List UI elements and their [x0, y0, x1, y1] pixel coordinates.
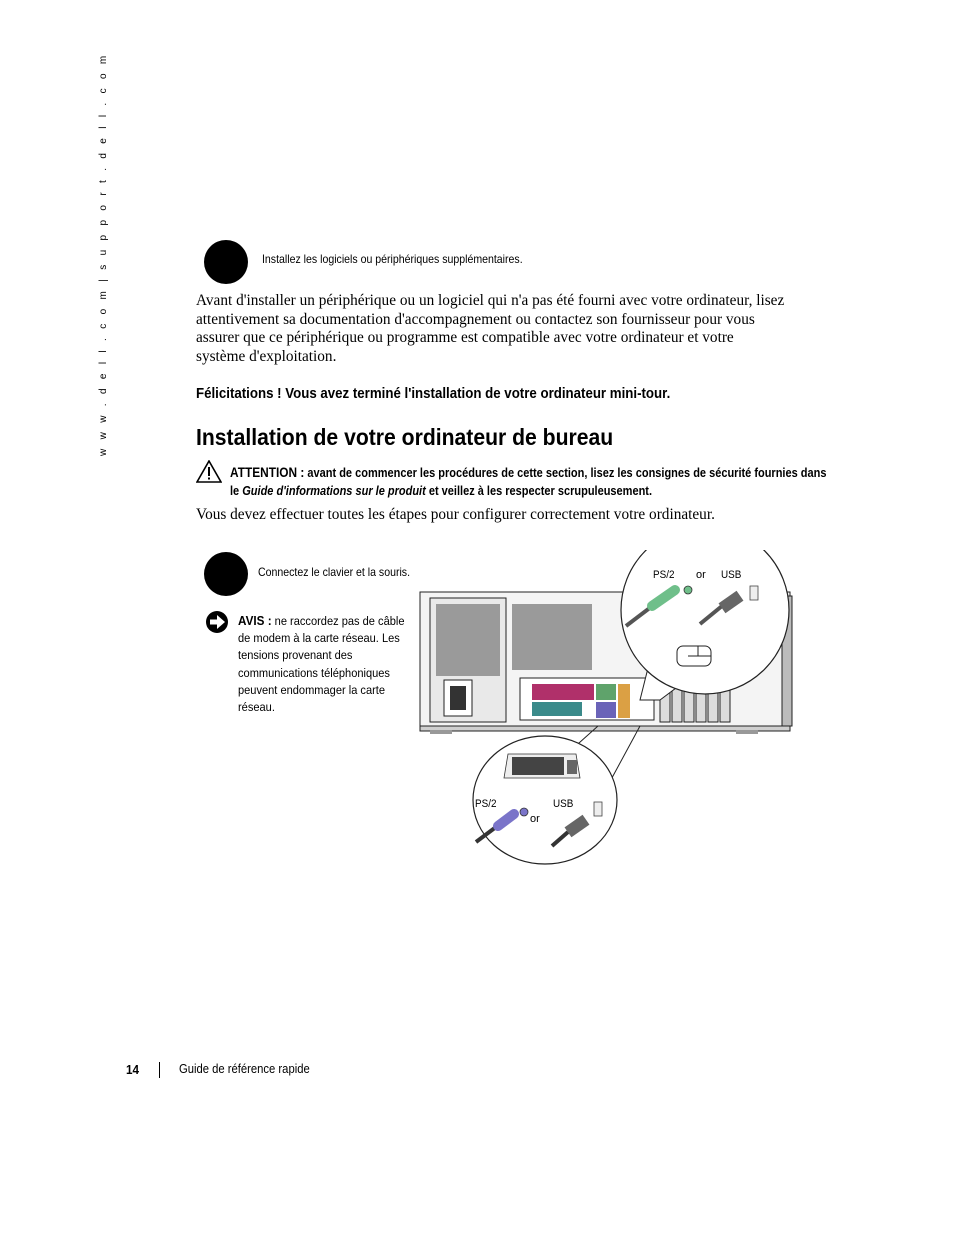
step-bullet-icon: [204, 240, 248, 284]
keyboard-mouse-connection-illustration: [418, 550, 798, 870]
notice-text-block: [238, 612, 418, 716]
intro-line: Vous devez effectuer toutes les étapes pour configurer correctement votre ordinateur.: [196, 506, 715, 523]
warning-triangle-icon: [196, 460, 222, 483]
notice-label: AVIS :: [238, 613, 272, 628]
notice-text: ne raccordez pas de câble de modem à la carte réseau. Les tensions provenant des communications téléphoniques peuvent endommager la carte réseau.: [238, 614, 405, 715]
body-paragraph: Avant d'installer un périphérique ou un logiciel qui n'a pas été fourni avec votre ordinateur, lisez attentivement sa documentation d'accompagnement ou contactez son fournisseur pour vous assurer que ce périphérique ou programme est compatible avec votre ordinateur et votre système d'exploitation.: [196, 292, 785, 365]
page-number: 14: [126, 1062, 140, 1077]
caution-notice: [230, 464, 828, 500]
section-title: Installation de votre ordinateur de bureau: [196, 424, 614, 450]
notice-arrow-icon: [205, 610, 229, 634]
caution-text-after: et veillez à les respecter scrupuleusement.: [428, 484, 653, 498]
caution-label: ATTENTION :: [230, 465, 305, 480]
footer-separator: [159, 1062, 160, 1078]
mouse-usb-label: USB: [721, 569, 742, 581]
step-bullet-icon: [204, 552, 248, 596]
caution-text-before: avant de commencer les procédures de cette section, lisez les consignes de sécurité fournies dans le: [230, 466, 827, 498]
keyboard-ps2-label: PS/2: [475, 798, 497, 810]
keyboard-or-label: or: [530, 813, 540, 825]
keyboard-usb-label: USB: [553, 798, 574, 810]
step-keyboard-text: Connectez le clavier et la souris.: [258, 565, 411, 579]
caution-document-reference: Guide d'informations sur le produit: [242, 484, 426, 498]
mouse-ps2-label: PS/2: [653, 569, 675, 581]
sidebar-url: w w w . d e l l . c o m | s u p p o r t . d e l l . c o m: [98, 52, 109, 456]
congratulations-heading: Félicitations ! Vous avez terminé l'installation de votre ordinateur mini-tour.: [196, 385, 671, 402]
footer-document-title: Guide de référence rapide: [179, 1062, 310, 1076]
step-software-text: Installez les logiciels ou périphériques supplémentaires.: [262, 252, 523, 266]
mouse-or-label: or: [696, 569, 706, 581]
